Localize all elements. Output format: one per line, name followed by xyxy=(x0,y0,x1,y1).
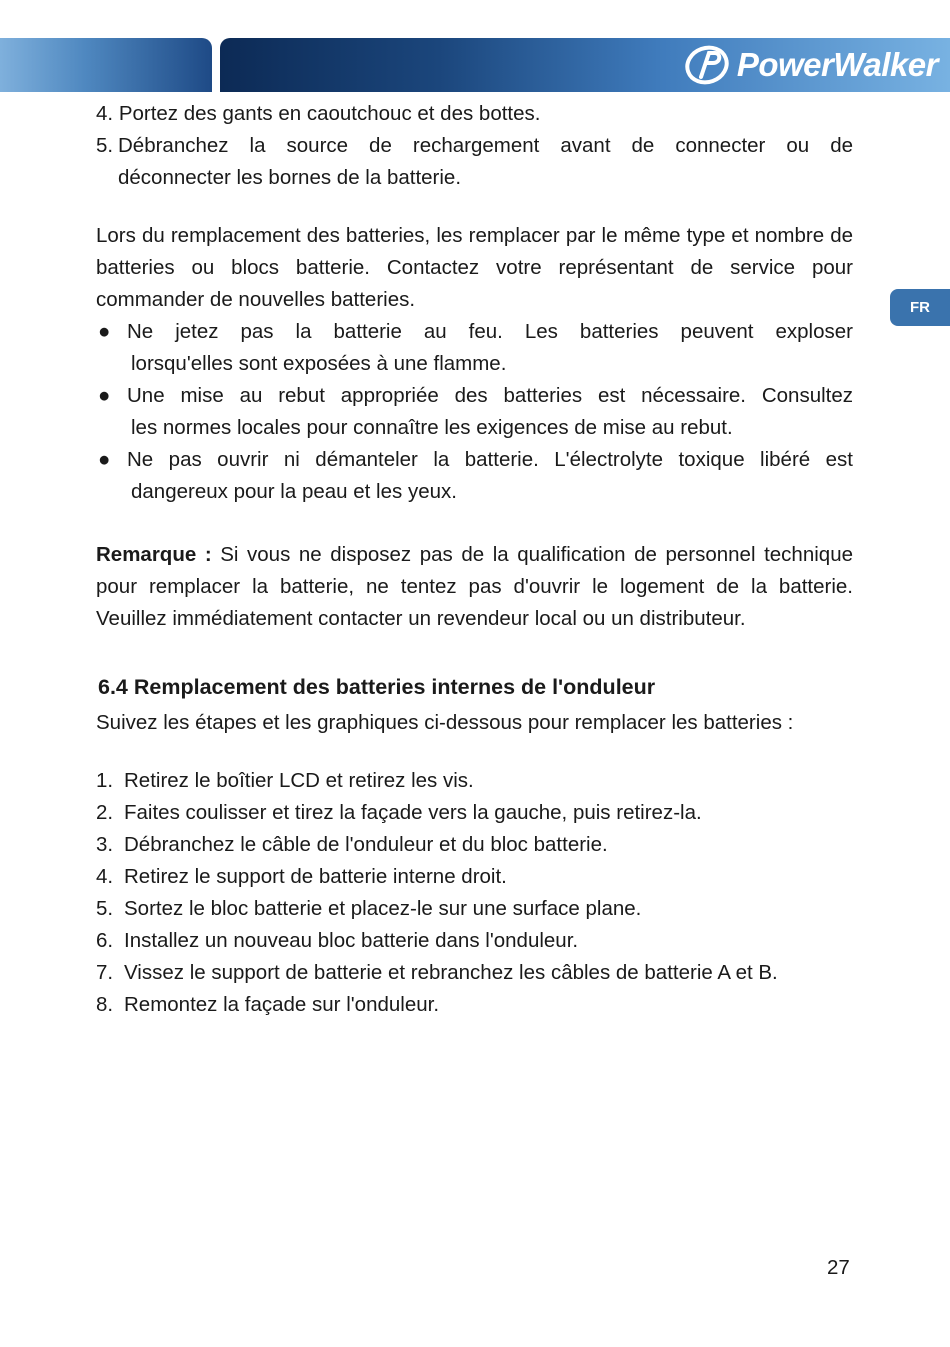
bullet-item xyxy=(96,380,853,444)
bullet-line1: Une mise au rebut appropriée des batteries est nécessaire. Consultez xyxy=(127,384,853,407)
step-text: Installez un nouveau bloc batterie dans l'onduleur. xyxy=(124,929,579,952)
bullet-item xyxy=(96,444,853,508)
bullet-icon: ● xyxy=(98,320,111,343)
step-number: 4. xyxy=(96,865,114,888)
step-item xyxy=(96,893,853,925)
list-text-line2: déconnecter les bornes de la batterie. xyxy=(118,166,462,189)
powerwalker-logo-icon xyxy=(683,45,731,85)
header-band xyxy=(0,38,950,92)
step-number: 1. xyxy=(96,769,114,792)
section-intro: Suivez les étapes et les graphiques ci-dessous pour remplacer les batteries : xyxy=(96,711,794,734)
step-text: Débranchez le câble de l'onduleur et du bloc batterie. xyxy=(124,833,608,856)
step-item xyxy=(96,765,853,797)
step-text: Retirez le support de batterie interne droit. xyxy=(124,865,507,888)
step-number: 8. xyxy=(96,993,114,1016)
step-number: 3. xyxy=(96,833,114,856)
step-item xyxy=(96,861,853,893)
step-item xyxy=(96,829,853,861)
list-text-line1: Débranchez la source de rechargement avant de connecter ou de xyxy=(118,134,853,157)
step-item xyxy=(96,989,853,1021)
page-content xyxy=(96,98,853,1021)
step-text: Vissez le support de batterie et rebranchez les câbles de batterie A et B. xyxy=(124,961,778,984)
powerwalker-logo xyxy=(683,44,938,86)
list-text: Portez des gants en caoutchouc et des bottes. xyxy=(118,102,541,125)
step-text: Sortez le bloc batterie et placez-le sur une surface plane. xyxy=(124,897,642,920)
bullet-line2: dangereux pour la peau et les yeux. xyxy=(131,480,457,503)
bullet-line2: lorsqu'elles sont exposées à une flamme. xyxy=(131,352,507,375)
language-tab-fr[interactable]: FR xyxy=(890,289,950,326)
step-number: 2. xyxy=(96,801,114,824)
remark-paragraph xyxy=(96,539,853,635)
step-item xyxy=(96,957,853,989)
step-item xyxy=(96,797,853,829)
step-text: Retirez le boîtier LCD et retirez les vis. xyxy=(124,769,474,792)
paragraph-replacement: Lors du remplacement des batteries, les remplacer par le même type et nombre de batteries ou blocs batterie. Contactez votre représentant de service pour commander de nouvelles batteries. xyxy=(96,224,853,311)
list-number: 4. xyxy=(96,102,114,125)
page-number: 27 xyxy=(827,1256,850,1279)
remark-text: Si vous ne disposez pas de la qualification de personnel technique pour remplacer la batterie, ne tentez pas d'ouvrir le logement de la batterie. Veuillez immédiatement contacter un revendeur local ou un distributeur. xyxy=(96,543,853,630)
steps-list xyxy=(96,765,853,1021)
list-number: 5. xyxy=(96,134,114,157)
bullet-line1: Ne jetez pas la batterie au feu. Les batteries peuvent exploser xyxy=(127,320,853,343)
step-item xyxy=(96,925,853,957)
step-text: Faites coulisser et tirez la façade vers la gauche, puis retirez-la. xyxy=(124,801,702,824)
remark-label: Remarque : xyxy=(96,543,212,566)
bullet-icon: ● xyxy=(98,384,111,407)
step-number: 5. xyxy=(96,897,114,920)
bullet-item xyxy=(96,316,853,380)
bullet-line1: Ne pas ouvrir ni démanteler la batterie. L'électrolyte toxique libéré est xyxy=(127,448,853,471)
brand-name: PowerWalker xyxy=(736,46,938,83)
step-text: Remontez la façade sur l'onduleur. xyxy=(124,993,440,1016)
bullet-icon: ● xyxy=(98,448,111,471)
precaution-item-5 xyxy=(96,130,853,162)
header-band-left xyxy=(0,38,212,92)
section-title: 6.4 Remplacement des batteries internes de l'onduleur xyxy=(98,675,656,699)
precaution-item-4 xyxy=(96,98,853,130)
step-number: 6. xyxy=(96,929,114,952)
header-band-right xyxy=(220,38,950,92)
bullet-line2: les normes locales pour connaître les exigences de mise au rebut. xyxy=(131,416,733,439)
step-number: 7. xyxy=(96,961,114,984)
